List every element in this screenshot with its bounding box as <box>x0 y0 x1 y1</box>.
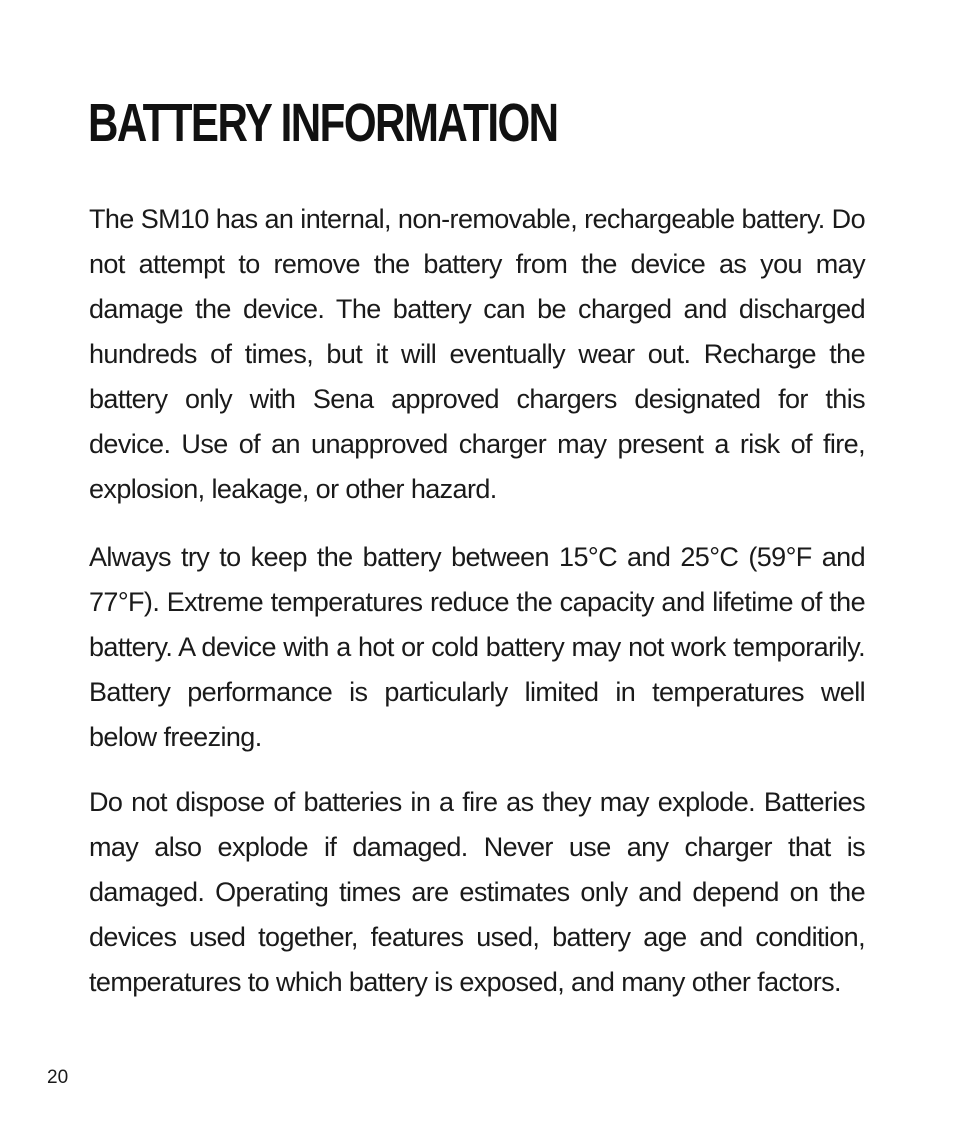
page-title: BATTERY INFORMATION <box>88 93 558 153</box>
paragraph-battery-overview: The SM10 has an internal, non-removable, rechargeable battery. Do not attempt to remove the battery from the device as you may damage the device. The battery can be charged and discharged hundreds of times, but it will eventually wear out. Recharge the battery only with Sena approved chargers designated for this device. Use of an unapproved charger may present a risk of fire, explosion, leakage, or other hazard. <box>89 204 865 504</box>
paragraph-battery-safety: Do not dispose of batteries in a fire as they may explode. Batteries may also explode if damaged. Never use any charger that is damaged. Operating times are estimates only and depend on the devices used together, features used, battery age and condition, temperatures to which battery is exposed, and many other factors. <box>89 787 865 997</box>
page-number: 20 <box>47 1067 69 1088</box>
paragraph-battery-temperature: Always try to keep the battery between 15°C and 25°C (59°F and 77°F). Extreme temperatures reduce the capacity and lifetime of the battery. A device with a hot or cold battery may not work temporarily. Battery performance is particularly limited in temperatures well below freezing. <box>89 542 865 752</box>
